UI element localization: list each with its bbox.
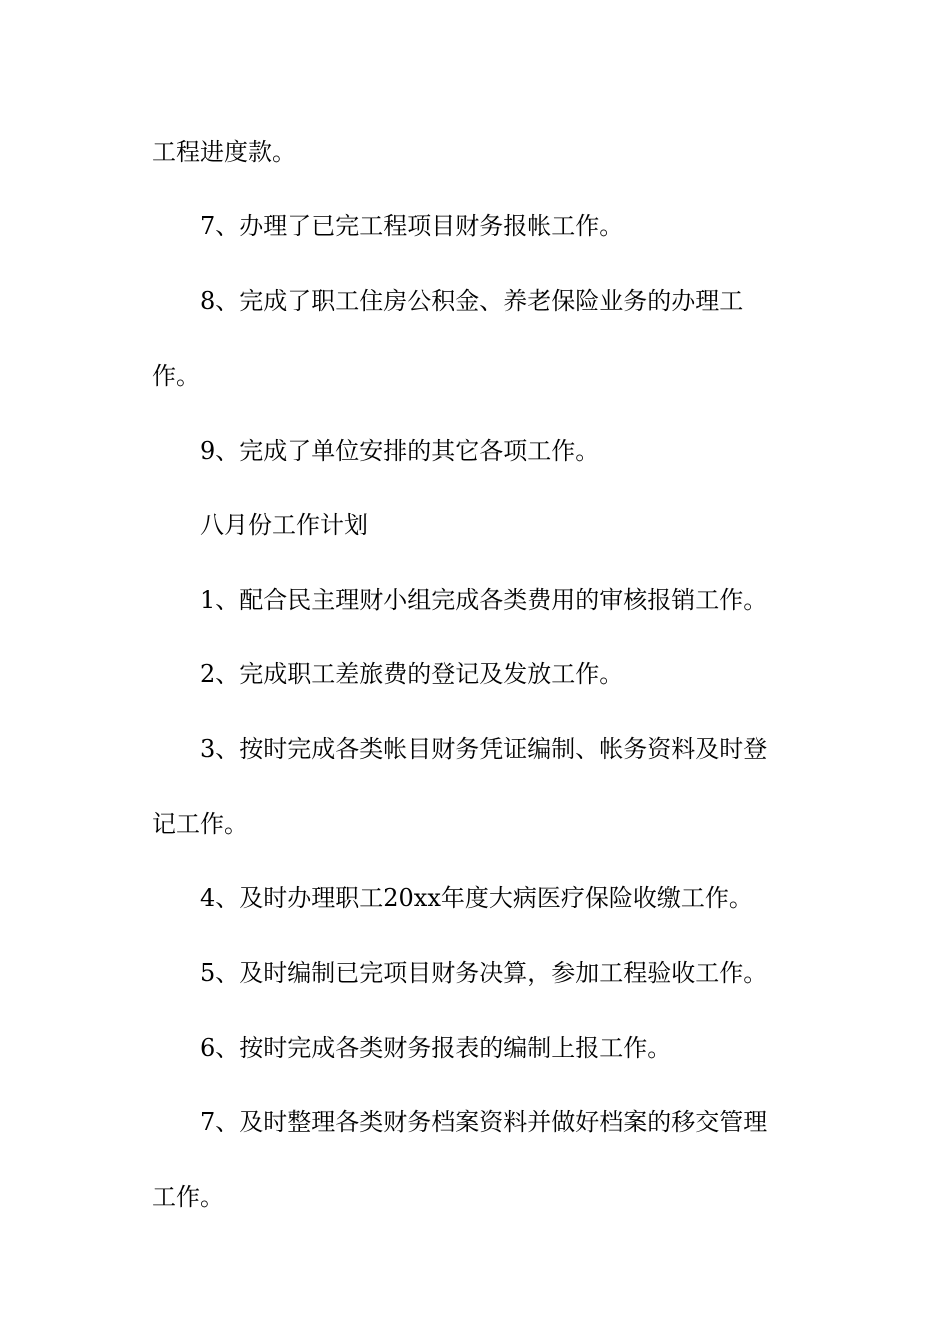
plan-item-5: 5、及时编制已完项目财务决算，参加工程验收工作。 bbox=[200, 959, 768, 987]
text-line-item-9: 9、完成了单位安排的其它各项工作。 bbox=[200, 437, 600, 465]
text-line-continuation: 工程进度款。 bbox=[152, 138, 296, 166]
plan-item-3: 3、按时完成各类帐目财务凭证编制、帐务资料及时登 bbox=[200, 735, 768, 763]
plan-item-3-cont: 记工作。 bbox=[152, 810, 248, 838]
text-line-item-8: 8、完成了职工住房公积金、养老保险业务的办理工 bbox=[200, 287, 744, 315]
plan-item-6: 6、按时完成各类财务报表的编制上报工作。 bbox=[200, 1034, 672, 1062]
plan-item-1: 1、配合民主理财小组完成各类费用的审核报销工作。 bbox=[200, 586, 768, 614]
plan-item-2: 2、完成职工差旅费的登记及发放工作。 bbox=[200, 660, 624, 688]
text-line-item-7: 7、办理了已完工程项目财务报帐工作。 bbox=[200, 212, 624, 240]
text-line-item-8-cont: 作。 bbox=[152, 362, 200, 390]
plan-item-7-cont: 工作。 bbox=[152, 1183, 224, 1211]
plan-item-4: 4、及时办理职工20xx年度大病医疗保险收缴工作。 bbox=[200, 884, 753, 912]
plan-item-7: 7、及时整理各类财务档案资料并做好档案的移交管理 bbox=[200, 1108, 768, 1136]
section-heading-august-plan: 八月份工作计划 bbox=[200, 511, 368, 539]
